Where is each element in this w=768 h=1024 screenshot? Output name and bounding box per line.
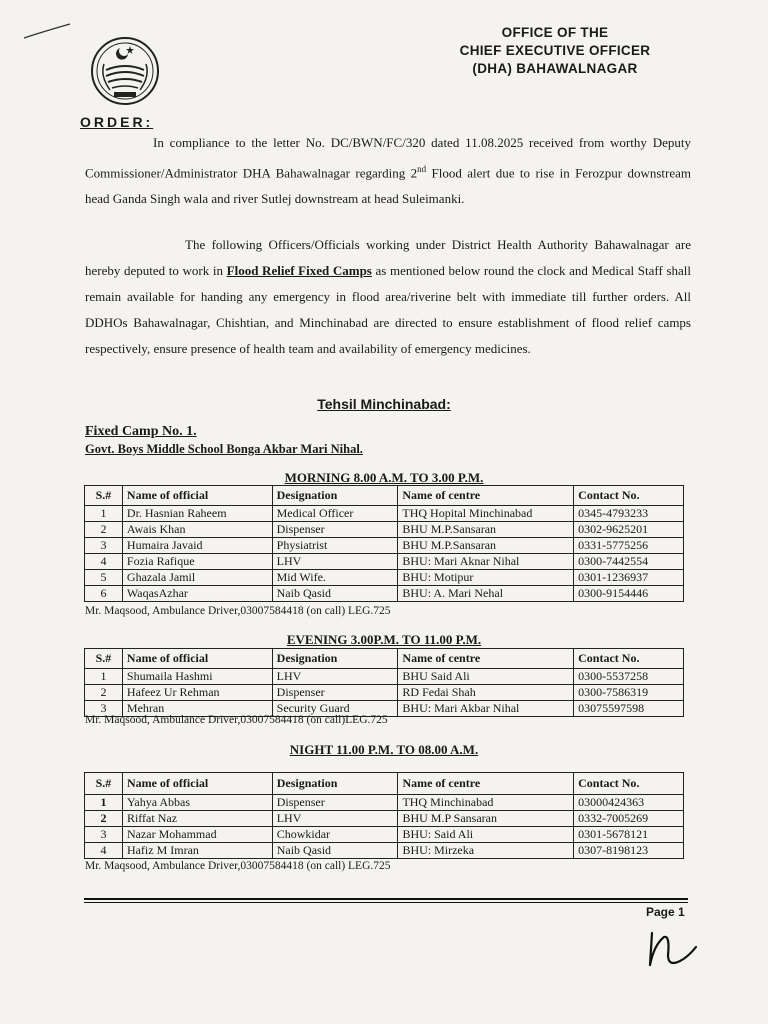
table-row [85, 669, 684, 685]
cell-sn: 4 [85, 843, 123, 859]
cell-centre: BHU M.P.Sansaran [398, 522, 574, 538]
header-designation: Designation [272, 649, 398, 669]
cell-designation: Dispenser [272, 522, 398, 538]
duty-table-night [84, 772, 684, 859]
cell-designation: Physiatrist [272, 538, 398, 554]
cell-designation: Naib Qasid [272, 586, 398, 602]
cell-sn: 2 [85, 811, 123, 827]
cell-contact: 0345-4793233 [574, 506, 684, 522]
table-row [85, 522, 684, 538]
shift-title-morning: MORNING 8.00 A.M. TO 3.00 P.M. [284, 470, 484, 485]
cell-sn: 1 [85, 669, 123, 685]
cell-sn: 1 [85, 795, 123, 811]
para2-text-b: as mentioned below round the clock and Medical Staff shall remain available for handing any emergency in flood area/riverine belt with immediate till further orders. All DDHOs Bahawalnagar, Chishtian, and Minchinabad are directed to ensure establishment of flood relief camps respectively, ensure presence of health team and availability of emergency medicines. [85, 263, 691, 356]
table-row [85, 538, 684, 554]
cell-centre: THQ Hopital Minchinabad [398, 506, 574, 522]
cell-contact: 0301-5678121 [574, 827, 684, 843]
government-emblem-icon [90, 36, 160, 106]
shift-title-night: NIGHT 11.00 P.M. TO 08.00 A.M. [289, 742, 479, 757]
header-name: Name of official [122, 773, 272, 795]
para1-text-b: Flood alert due to rise in Ferozpur downstream head Ganda Singh wala and river Sutlej downstream at head Suleimanki. [85, 165, 691, 207]
cell-centre: BHU: A. Mari Nehal [398, 586, 574, 602]
header-centre: Name of centre [398, 486, 574, 506]
para1-text-a: In compliance to the letter No. DC/BWN/FC/320 dated 11.08.2025 received from worthy Deputy Commissioner/Administrator DHA Bahawalnagar regarding 2 [85, 135, 691, 181]
cell-centre: BHU: Mirzeka [398, 843, 574, 859]
cell-designation: Medical Officer [272, 506, 398, 522]
cell-centre: BHU: Mari Aknar Nihal [398, 554, 574, 570]
cell-sn: 2 [85, 522, 123, 538]
cell-name: WaqasAzhar [122, 586, 272, 602]
cell-name: Humaira Javaid [122, 538, 272, 554]
cell-sn: 1 [85, 506, 123, 522]
signature-icon [640, 925, 720, 975]
para1-superscript: nd [417, 164, 427, 174]
cell-sn: 4 [85, 554, 123, 570]
cell-designation: LHV [272, 811, 398, 827]
pen-mark-icon [22, 20, 72, 42]
table-row [85, 570, 684, 586]
duty-table-evening [84, 648, 684, 717]
cell-name: Ghazala Jamil [122, 570, 272, 586]
cell-centre: BHU Said Ali [398, 669, 574, 685]
table-header-row [85, 486, 684, 506]
header-designation: Designation [272, 486, 398, 506]
cell-contact: 0302-9625201 [574, 522, 684, 538]
cell-centre: BHU M.P Sansaran [398, 811, 574, 827]
header-sn: S.# [85, 649, 123, 669]
cell-name: Hafiz M Imran [122, 843, 272, 859]
ambulance-driver-note: Mr. Maqsood, Ambulance Driver,03007584418 (on call)LEG.725 [85, 714, 388, 726]
table-row [85, 586, 684, 602]
cell-designation: Mid Wife. [272, 570, 398, 586]
cell-name: Nazar Mohammad [122, 827, 272, 843]
order-paragraph-2 [85, 232, 691, 362]
table-row [85, 811, 684, 827]
camp-location: Govt. Boys Middle School Bonga Akbar Mari Nihal. [85, 442, 363, 456]
cell-name: Dr. Hasnian Raheem [122, 506, 272, 522]
cell-designation: Naib Qasid [272, 843, 398, 859]
cell-sn: 6 [85, 586, 123, 602]
cell-sn: 5 [85, 570, 123, 586]
cell-designation: Chowkidar [272, 827, 398, 843]
header-name: Name of official [122, 649, 272, 669]
cell-centre: BHU: Said Ali [398, 827, 574, 843]
header-contact: Contact No. [574, 649, 684, 669]
cell-name: Hafeez Ur Rehman [122, 685, 272, 701]
cell-name: Yahya Abbas [122, 795, 272, 811]
tehsil-title: Tehsil Minchinabad: [317, 396, 451, 412]
para2-bold-text: Flood Relief Fixed Camps [226, 263, 372, 278]
header-designation: Designation [272, 773, 398, 795]
office-line-2: CHIEF EXECUTIVE OFFICER [459, 43, 651, 58]
cell-contact: 0300-5537258 [574, 669, 684, 685]
cell-name: Shumaila Hashmi [122, 669, 272, 685]
cell-contact: 0300-9154446 [574, 586, 684, 602]
cell-centre: BHU M.P.Sansaran [398, 538, 574, 554]
cell-contact: 0301-1236937 [574, 570, 684, 586]
cell-designation: Dispenser [272, 685, 398, 701]
office-heading [420, 24, 690, 78]
cell-sn: 3 [85, 827, 123, 843]
para2-text-a: The following Officers/Officials working under District Health Authority Bahawalnagar are hereby deputed to work in [85, 237, 691, 278]
order-title: ORDER: [80, 114, 154, 130]
cell-centre: BHU: Mari Akbar Nihal [398, 701, 574, 717]
table-row [85, 554, 684, 570]
cell-name: Awais Khan [122, 522, 272, 538]
office-line-3: (DHA) BAHAWALNAGAR [472, 61, 638, 76]
page-number: Page 1 [646, 905, 685, 919]
cell-contact: 0331-5775256 [574, 538, 684, 554]
cell-name: Mehran [122, 701, 272, 717]
camp-number: Fixed Camp No. 1. [85, 424, 197, 439]
table-row [85, 506, 684, 522]
table-row [85, 795, 684, 811]
cell-name: Riffat Naz [122, 811, 272, 827]
office-line-1: OFFICE OF THE [501, 25, 609, 40]
cell-centre: THQ Minchinabad [398, 795, 574, 811]
header-sn: S.# [85, 486, 123, 506]
ambulance-driver-note: Mr. Maqsood, Ambulance Driver,03007584418 (on call) LEG.725 [85, 860, 391, 872]
table-row [85, 843, 684, 859]
cell-contact: 03000424363 [574, 795, 684, 811]
cell-contact: 0300-7442554 [574, 554, 684, 570]
cell-designation: LHV [272, 669, 398, 685]
cell-centre: BHU: Motipur [398, 570, 574, 586]
header-sn: S.# [85, 773, 123, 795]
table-row [85, 685, 684, 701]
cell-sn: 2 [85, 685, 123, 701]
footer-divider [84, 902, 688, 903]
ambulance-driver-note: Mr. Maqsood, Ambulance Driver,03007584418 (on call) LEG.725 [85, 605, 391, 617]
cell-contact: 0332-7005269 [574, 811, 684, 827]
header-contact: Contact No. [574, 486, 684, 506]
cell-designation: LHV [272, 554, 398, 570]
cell-designation: Dispenser [272, 795, 398, 811]
duty-table-morning [84, 485, 684, 602]
cell-name: Fozia Rafique [122, 554, 272, 570]
header-contact: Contact No. [574, 773, 684, 795]
cell-designation: Security Guard [272, 701, 398, 717]
header-name: Name of official [122, 486, 272, 506]
cell-contact: 03075597598 [574, 701, 684, 717]
cell-centre: RD Fedai Shah [398, 685, 574, 701]
header-centre: Name of centre [398, 773, 574, 795]
table-header-row [85, 773, 684, 795]
cell-sn: 3 [85, 538, 123, 554]
cell-contact: 0307-8198123 [574, 843, 684, 859]
header-centre: Name of centre [398, 649, 574, 669]
cell-sn: 3 [85, 701, 123, 717]
table-header-row [85, 649, 684, 669]
order-paragraph-1 [85, 130, 691, 212]
cell-contact: 0300-7586319 [574, 685, 684, 701]
shift-title-evening: EVENING 3.00P.M. TO 11.00 P.M. [286, 632, 482, 647]
footer-divider [84, 898, 688, 900]
table-row [85, 827, 684, 843]
